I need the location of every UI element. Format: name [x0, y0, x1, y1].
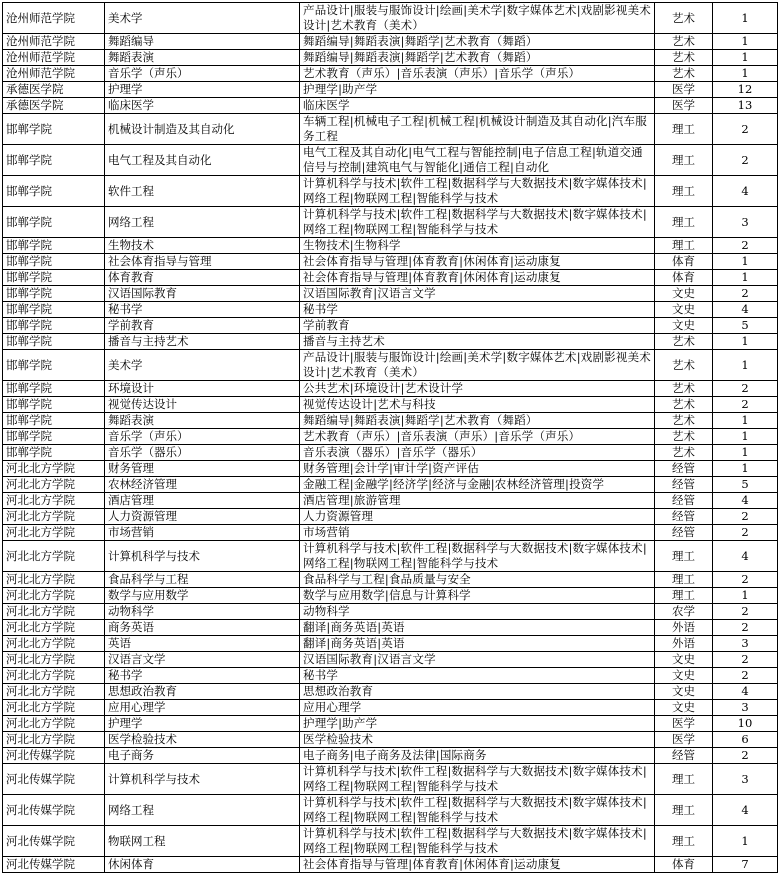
- school-cell: 河北传媒学院: [3, 795, 105, 826]
- school-cell: 邯郸学院: [3, 318, 105, 334]
- quota-cell: 2: [713, 238, 778, 254]
- related-majors-cell: 秘书学: [300, 302, 655, 318]
- quota-cell: 4: [713, 302, 778, 318]
- major-cell: 电气工程及其自动化: [105, 145, 300, 176]
- related-majors-cell: 音乐表演（器乐）|音乐学（器乐）: [300, 445, 655, 461]
- school-cell: 河北北方学院: [3, 700, 105, 716]
- table-row: [3, 572, 778, 588]
- school-cell: 邯郸学院: [3, 270, 105, 286]
- related-majors-cell: 产品设计|服装与服饰设计|绘画|美术学|数字媒体艺术|戏剧影视美术设计|艺术教育（美术）: [300, 3, 655, 34]
- category-cell: 经管: [655, 477, 713, 493]
- major-cell: 机械设计制造及其自动化: [105, 114, 300, 145]
- quota-cell: 1: [713, 50, 778, 66]
- table-row: [3, 114, 778, 145]
- school-cell: 河北北方学院: [3, 525, 105, 541]
- quota-cell: 2: [713, 668, 778, 684]
- table-row: [3, 34, 778, 50]
- school-cell: 沧州师范学院: [3, 66, 105, 82]
- school-cell: 邯郸学院: [3, 334, 105, 350]
- table-row: [3, 286, 778, 302]
- major-cell: 物联网工程: [105, 826, 300, 857]
- school-cell: 邯郸学院: [3, 429, 105, 445]
- category-cell: 理工: [655, 238, 713, 254]
- related-majors-cell: 艺术教育（声乐）|音乐表演（声乐）|音乐学（声乐）: [300, 429, 655, 445]
- major-cell: 网络工程: [105, 207, 300, 238]
- school-cell: 河北北方学院: [3, 732, 105, 748]
- table-row: [3, 413, 778, 429]
- table-row: [3, 716, 778, 732]
- quota-cell: 2: [713, 397, 778, 413]
- school-cell: 邯郸学院: [3, 145, 105, 176]
- major-cell: 电子商务: [105, 748, 300, 764]
- table-row: [3, 509, 778, 525]
- table-row: [3, 397, 778, 413]
- school-cell: 河北北方学院: [3, 668, 105, 684]
- category-cell: 艺术: [655, 3, 713, 34]
- quota-cell: 2: [713, 381, 778, 397]
- related-majors-cell: 食品科学与工程|食品质量与安全: [300, 572, 655, 588]
- major-cell: 计算机科学与技术: [105, 541, 300, 572]
- major-cell: 音乐学（器乐）: [105, 445, 300, 461]
- school-cell: 邯郸学院: [3, 286, 105, 302]
- school-cell: 沧州师范学院: [3, 50, 105, 66]
- category-cell: 外语: [655, 620, 713, 636]
- school-cell: 邯郸学院: [3, 114, 105, 145]
- category-cell: 医学: [655, 732, 713, 748]
- quota-cell: 4: [713, 493, 778, 509]
- quota-cell: 1: [713, 588, 778, 604]
- major-cell: 汉语国际教育: [105, 286, 300, 302]
- table-row: [3, 429, 778, 445]
- related-majors-cell: 视觉传达设计|艺术与科技: [300, 397, 655, 413]
- major-cell: 农林经济管理: [105, 477, 300, 493]
- school-cell: 河北传媒学院: [3, 857, 105, 873]
- school-cell: 邯郸学院: [3, 381, 105, 397]
- category-cell: 体育: [655, 270, 713, 286]
- school-cell: 邯郸学院: [3, 445, 105, 461]
- quota-cell: 1: [713, 826, 778, 857]
- category-cell: 经管: [655, 525, 713, 541]
- quota-cell: 2: [713, 572, 778, 588]
- related-majors-cell: 社会体育指导与管理|体育教育|休闲体育|运动康复: [300, 254, 655, 270]
- major-cell: 舞蹈表演: [105, 50, 300, 66]
- table-row: [3, 318, 778, 334]
- related-majors-cell: 社会体育指导与管理|体育教育|休闲体育|运动康复: [300, 270, 655, 286]
- table-row: [3, 748, 778, 764]
- category-cell: 艺术: [655, 381, 713, 397]
- category-cell: 文史: [655, 318, 713, 334]
- related-majors-cell: 数学与应用数学|信息与计算科学: [300, 588, 655, 604]
- table-row: [3, 493, 778, 509]
- category-cell: 体育: [655, 254, 713, 270]
- major-cell: 数学与应用数学: [105, 588, 300, 604]
- school-cell: 邯郸学院: [3, 413, 105, 429]
- school-cell: 承德医学院: [3, 82, 105, 98]
- related-majors-cell: 翻译|商务英语|英语: [300, 620, 655, 636]
- school-cell: 河北北方学院: [3, 604, 105, 620]
- major-cell: 应用心理学: [105, 700, 300, 716]
- related-majors-cell: 舞蹈编导|舞蹈表演|舞蹈学|艺术教育（舞蹈）: [300, 50, 655, 66]
- quota-cell: 4: [713, 795, 778, 826]
- major-cell: 网络工程: [105, 795, 300, 826]
- school-cell: 河北北方学院: [3, 620, 105, 636]
- table-row: [3, 764, 778, 795]
- category-cell: 经管: [655, 748, 713, 764]
- major-cell: 社会体育指导与管理: [105, 254, 300, 270]
- major-cell: 舞蹈编导: [105, 34, 300, 50]
- quota-cell: 13: [713, 98, 778, 114]
- major-cell: 休闲体育: [105, 857, 300, 873]
- quota-cell: 7: [713, 857, 778, 873]
- related-majors-cell: 护理学|助产学: [300, 82, 655, 98]
- related-majors-cell: 市场营销: [300, 525, 655, 541]
- quota-cell: 2: [713, 748, 778, 764]
- table-row: [3, 176, 778, 207]
- table-row: [3, 636, 778, 652]
- school-cell: 邯郸学院: [3, 207, 105, 238]
- related-majors-cell: 播音与主持艺术: [300, 334, 655, 350]
- related-majors-cell: 计算机科学与技术|软件工程|数据科学与大数据技术|数字媒体技术|网络工程|物联网工程|智能科学与技术: [300, 826, 655, 857]
- related-majors-cell: 生物技术|生物科学: [300, 238, 655, 254]
- major-cell: 生物技术: [105, 238, 300, 254]
- category-cell: 理工: [655, 588, 713, 604]
- quota-cell: 1: [713, 461, 778, 477]
- school-cell: 邯郸学院: [3, 254, 105, 270]
- school-cell: 河北北方学院: [3, 493, 105, 509]
- major-cell: 体育教育: [105, 270, 300, 286]
- school-cell: 邯郸学院: [3, 397, 105, 413]
- quota-cell: 2: [713, 114, 778, 145]
- related-majors-cell: 公共艺术|环境设计|艺术设计学: [300, 381, 655, 397]
- major-cell: 食品科学与工程: [105, 572, 300, 588]
- quota-cell: 1: [713, 3, 778, 34]
- related-majors-cell: 计算机科学与技术|软件工程|数据科学与大数据技术|数字媒体技术|网络工程|物联网工程|智能科学与技术: [300, 764, 655, 795]
- table-row: [3, 350, 778, 381]
- major-cell: 美术学: [105, 3, 300, 34]
- related-majors-cell: 翻译|商务英语|英语: [300, 636, 655, 652]
- category-cell: 医学: [655, 716, 713, 732]
- table-row: [3, 82, 778, 98]
- related-majors-cell: 金融工程|金融学|经济学|经济与金融|农林经济管理|投资学: [300, 477, 655, 493]
- table-row: [3, 254, 778, 270]
- quota-cell: 3: [713, 764, 778, 795]
- related-majors-cell: 医学检验技术: [300, 732, 655, 748]
- related-majors-cell: 车辆工程|机械电子工程|机械工程|机械设计制造及其自动化|汽车服务工程: [300, 114, 655, 145]
- quota-cell: 5: [713, 318, 778, 334]
- major-cell: 财务管理: [105, 461, 300, 477]
- quota-cell: 1: [713, 350, 778, 381]
- quota-cell: 2: [713, 145, 778, 176]
- school-cell: 沧州师范学院: [3, 3, 105, 34]
- major-cell: 人力资源管理: [105, 509, 300, 525]
- table-row: [3, 207, 778, 238]
- quota-cell: 2: [713, 604, 778, 620]
- table-row: [3, 3, 778, 34]
- category-cell: 文史: [655, 286, 713, 302]
- related-majors-cell: 计算机科学与技术|软件工程|数据科学与大数据技术|数字媒体技术|网络工程|物联网工程|智能科学与技术: [300, 541, 655, 572]
- quota-cell: 4: [713, 176, 778, 207]
- related-majors-cell: 学前教育: [300, 318, 655, 334]
- category-cell: 医学: [655, 82, 713, 98]
- school-cell: 沧州师范学院: [3, 34, 105, 50]
- related-majors-cell: 酒店管理|旅游管理: [300, 493, 655, 509]
- school-cell: 河北北方学院: [3, 588, 105, 604]
- table-row: [3, 525, 778, 541]
- table-row: [3, 50, 778, 66]
- school-cell: 河北传媒学院: [3, 748, 105, 764]
- category-cell: 理工: [655, 207, 713, 238]
- major-cell: 秘书学: [105, 302, 300, 318]
- major-cell: 音乐学（声乐）: [105, 66, 300, 82]
- quota-cell: 3: [713, 207, 778, 238]
- category-cell: 理工: [655, 541, 713, 572]
- table-row: [3, 668, 778, 684]
- category-cell: 理工: [655, 764, 713, 795]
- quota-cell: 6: [713, 732, 778, 748]
- category-cell: 文史: [655, 302, 713, 318]
- table-row: [3, 588, 778, 604]
- related-majors-cell: 舞蹈编导|舞蹈表演|舞蹈学|艺术教育（舞蹈）: [300, 413, 655, 429]
- quota-cell: 2: [713, 286, 778, 302]
- category-cell: 艺术: [655, 66, 713, 82]
- category-cell: 文史: [655, 652, 713, 668]
- category-cell: 理工: [655, 795, 713, 826]
- category-cell: 农学: [655, 604, 713, 620]
- school-cell: 河北北方学院: [3, 572, 105, 588]
- category-cell: 文史: [655, 700, 713, 716]
- quota-cell: 1: [713, 254, 778, 270]
- school-cell: 河北北方学院: [3, 477, 105, 493]
- table-row: [3, 620, 778, 636]
- major-cell: 软件工程: [105, 176, 300, 207]
- table-row: [3, 541, 778, 572]
- category-cell: 艺术: [655, 429, 713, 445]
- school-cell: 河北传媒学院: [3, 764, 105, 795]
- quota-cell: 1: [713, 413, 778, 429]
- table-row: [3, 857, 778, 873]
- major-cell: 汉语言文学: [105, 652, 300, 668]
- related-majors-cell: 计算机科学与技术|软件工程|数据科学与大数据技术|数字媒体技术|网络工程|物联网工程|智能科学与技术: [300, 176, 655, 207]
- quota-cell: 1: [713, 429, 778, 445]
- major-cell: 护理学: [105, 716, 300, 732]
- quota-cell: 2: [713, 652, 778, 668]
- table-row: [3, 302, 778, 318]
- major-cell: 动物科学: [105, 604, 300, 620]
- major-cell: 舞蹈表演: [105, 413, 300, 429]
- quota-cell: 5: [713, 477, 778, 493]
- related-majors-cell: 护理学|助产学: [300, 716, 655, 732]
- category-cell: 文史: [655, 668, 713, 684]
- category-cell: 理工: [655, 176, 713, 207]
- table-row: [3, 461, 778, 477]
- table-row: [3, 270, 778, 286]
- related-majors-cell: 汉语国际教育|汉语言文学: [300, 652, 655, 668]
- major-cell: 英语: [105, 636, 300, 652]
- related-majors-cell: 舞蹈编导|舞蹈表演|舞蹈学|艺术教育（舞蹈）: [300, 34, 655, 50]
- category-cell: 艺术: [655, 334, 713, 350]
- related-majors-cell: 动物科学: [300, 604, 655, 620]
- related-majors-cell: 产品设计|服装与服饰设计|绘画|美术学|数字媒体艺术|戏剧影视美术设计|艺术教育（美术）: [300, 350, 655, 381]
- related-majors-cell: 秘书学: [300, 668, 655, 684]
- major-cell: 秘书学: [105, 668, 300, 684]
- table-row: [3, 652, 778, 668]
- quota-cell: 4: [713, 684, 778, 700]
- related-majors-cell: 计算机科学与技术|软件工程|数据科学与大数据技术|数字媒体技术|网络工程|物联网工程|智能科学与技术: [300, 795, 655, 826]
- major-cell: 医学检验技术: [105, 732, 300, 748]
- school-cell: 邯郸学院: [3, 302, 105, 318]
- quota-cell: 4: [713, 541, 778, 572]
- table-row: [3, 684, 778, 700]
- quota-cell: 1: [713, 270, 778, 286]
- quota-cell: 2: [713, 509, 778, 525]
- category-cell: 经管: [655, 461, 713, 477]
- school-cell: 河北北方学院: [3, 509, 105, 525]
- quota-cell: 2: [713, 525, 778, 541]
- category-cell: 艺术: [655, 34, 713, 50]
- school-cell: 河北北方学院: [3, 652, 105, 668]
- category-cell: 医学: [655, 98, 713, 114]
- quota-cell: 3: [713, 636, 778, 652]
- category-cell: 经管: [655, 509, 713, 525]
- category-cell: 体育: [655, 857, 713, 873]
- major-cell: 环境设计: [105, 381, 300, 397]
- school-cell: 河北北方学院: [3, 461, 105, 477]
- major-cell: 计算机科学与技术: [105, 764, 300, 795]
- school-cell: 河北北方学院: [3, 684, 105, 700]
- category-cell: 外语: [655, 636, 713, 652]
- major-cell: 思想政治教育: [105, 684, 300, 700]
- school-cell: 河北北方学院: [3, 541, 105, 572]
- school-cell: 河北传媒学院: [3, 826, 105, 857]
- school-cell: 承德医学院: [3, 98, 105, 114]
- table-row: [3, 700, 778, 716]
- table-body: [3, 3, 778, 873]
- school-cell: 河北北方学院: [3, 636, 105, 652]
- major-cell: 美术学: [105, 350, 300, 381]
- category-cell: 艺术: [655, 50, 713, 66]
- related-majors-cell: 电气工程及其自动化|电气工程与智能控制|电子信息工程|轨道交通信号与控制|建筑电气与智能化|通信工程|自动化: [300, 145, 655, 176]
- category-cell: 理工: [655, 572, 713, 588]
- major-cell: 音乐学（声乐）: [105, 429, 300, 445]
- quota-cell: 1: [713, 334, 778, 350]
- quota-cell: 12: [713, 82, 778, 98]
- table-row: [3, 477, 778, 493]
- related-majors-cell: 人力资源管理: [300, 509, 655, 525]
- table-row: [3, 826, 778, 857]
- category-cell: 理工: [655, 826, 713, 857]
- related-majors-cell: 艺术教育（声乐）|音乐表演（声乐）|音乐学（声乐）: [300, 66, 655, 82]
- related-majors-cell: 电子商务|电子商务及法律|国际商务: [300, 748, 655, 764]
- related-majors-cell: 社会体育指导与管理|体育教育|休闲体育|运动康复: [300, 857, 655, 873]
- table-row: [3, 732, 778, 748]
- school-cell: 邯郸学院: [3, 238, 105, 254]
- category-cell: 理工: [655, 145, 713, 176]
- table-row: [3, 145, 778, 176]
- category-cell: 艺术: [655, 350, 713, 381]
- table-row: [3, 381, 778, 397]
- category-cell: 文史: [655, 684, 713, 700]
- admission-table: [2, 2, 778, 873]
- table-row: [3, 604, 778, 620]
- category-cell: 艺术: [655, 413, 713, 429]
- quota-cell: 10: [713, 716, 778, 732]
- major-cell: 市场营销: [105, 525, 300, 541]
- related-majors-cell: 应用心理学: [300, 700, 655, 716]
- related-majors-cell: 财务管理|会计学|审计学|资产评估: [300, 461, 655, 477]
- table-row: [3, 445, 778, 461]
- major-cell: 商务英语: [105, 620, 300, 636]
- table-row: [3, 334, 778, 350]
- school-cell: 邯郸学院: [3, 350, 105, 381]
- major-cell: 护理学: [105, 82, 300, 98]
- major-cell: 临床医学: [105, 98, 300, 114]
- category-cell: 艺术: [655, 397, 713, 413]
- related-majors-cell: 计算机科学与技术|软件工程|数据科学与大数据技术|数字媒体技术|网络工程|物联网工程|智能科学与技术: [300, 207, 655, 238]
- table-row: [3, 66, 778, 82]
- related-majors-cell: 汉语国际教育|汉语言文学: [300, 286, 655, 302]
- table-row: [3, 98, 778, 114]
- major-cell: 视觉传达设计: [105, 397, 300, 413]
- quota-cell: 1: [713, 34, 778, 50]
- related-majors-cell: 思想政治教育: [300, 684, 655, 700]
- major-cell: 酒店管理: [105, 493, 300, 509]
- category-cell: 艺术: [655, 445, 713, 461]
- category-cell: 理工: [655, 114, 713, 145]
- table-row: [3, 795, 778, 826]
- school-cell: 邯郸学院: [3, 176, 105, 207]
- related-majors-cell: 临床医学: [300, 98, 655, 114]
- category-cell: 经管: [655, 493, 713, 509]
- quota-cell: 2: [713, 620, 778, 636]
- major-cell: 学前教育: [105, 318, 300, 334]
- quota-cell: 1: [713, 66, 778, 82]
- table-row: [3, 238, 778, 254]
- school-cell: 河北北方学院: [3, 716, 105, 732]
- quota-cell: 1: [713, 445, 778, 461]
- major-cell: 播音与主持艺术: [105, 334, 300, 350]
- quota-cell: 3: [713, 700, 778, 716]
